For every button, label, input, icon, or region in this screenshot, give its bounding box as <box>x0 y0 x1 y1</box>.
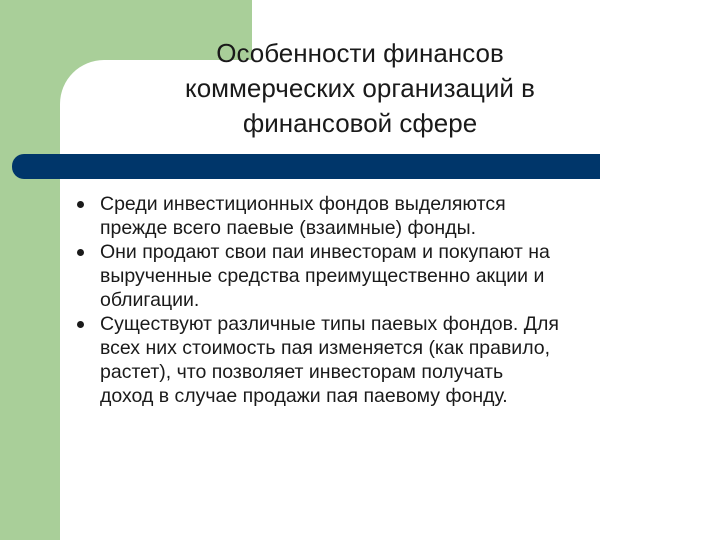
bullet-text-line: доход в случае продажи пая паевому фонду. <box>100 385 508 407</box>
title-underline-bar <box>12 154 600 179</box>
bullet-text-line: растет), что позволяет инвесторам получать <box>100 361 504 383</box>
bullet-item <box>76 312 676 408</box>
bullet-list <box>76 192 676 408</box>
bullet-item <box>76 240 676 312</box>
bullet-text-line: Существуют различные типы паевых фондов. Для <box>100 313 559 335</box>
bullet-text-line: Они продают свои паи инвесторам и покупают на <box>100 241 550 263</box>
bullet-text-line: облигации. <box>100 289 200 311</box>
bullet-text-line: всех них стоимость пая изменяется (как правило, <box>100 337 551 359</box>
bullet-dot-icon <box>77 201 84 208</box>
slide-title <box>130 36 590 141</box>
bullet-text-line: вырученные средства преимущественно акции и <box>100 265 545 287</box>
title-line: коммерческих организаций в <box>185 73 535 103</box>
bullet-item <box>76 192 676 240</box>
bullet-dot-icon <box>77 321 84 328</box>
title-line: Особенности финансов <box>216 38 504 68</box>
bullet-dot-icon <box>77 249 84 256</box>
bullet-text-line: Среди инвестиционных фондов выделяются <box>100 193 506 215</box>
bullet-text-line: прежде всего паевые (взаимные) фонды. <box>100 217 477 239</box>
title-line: финансовой сфере <box>242 108 478 138</box>
